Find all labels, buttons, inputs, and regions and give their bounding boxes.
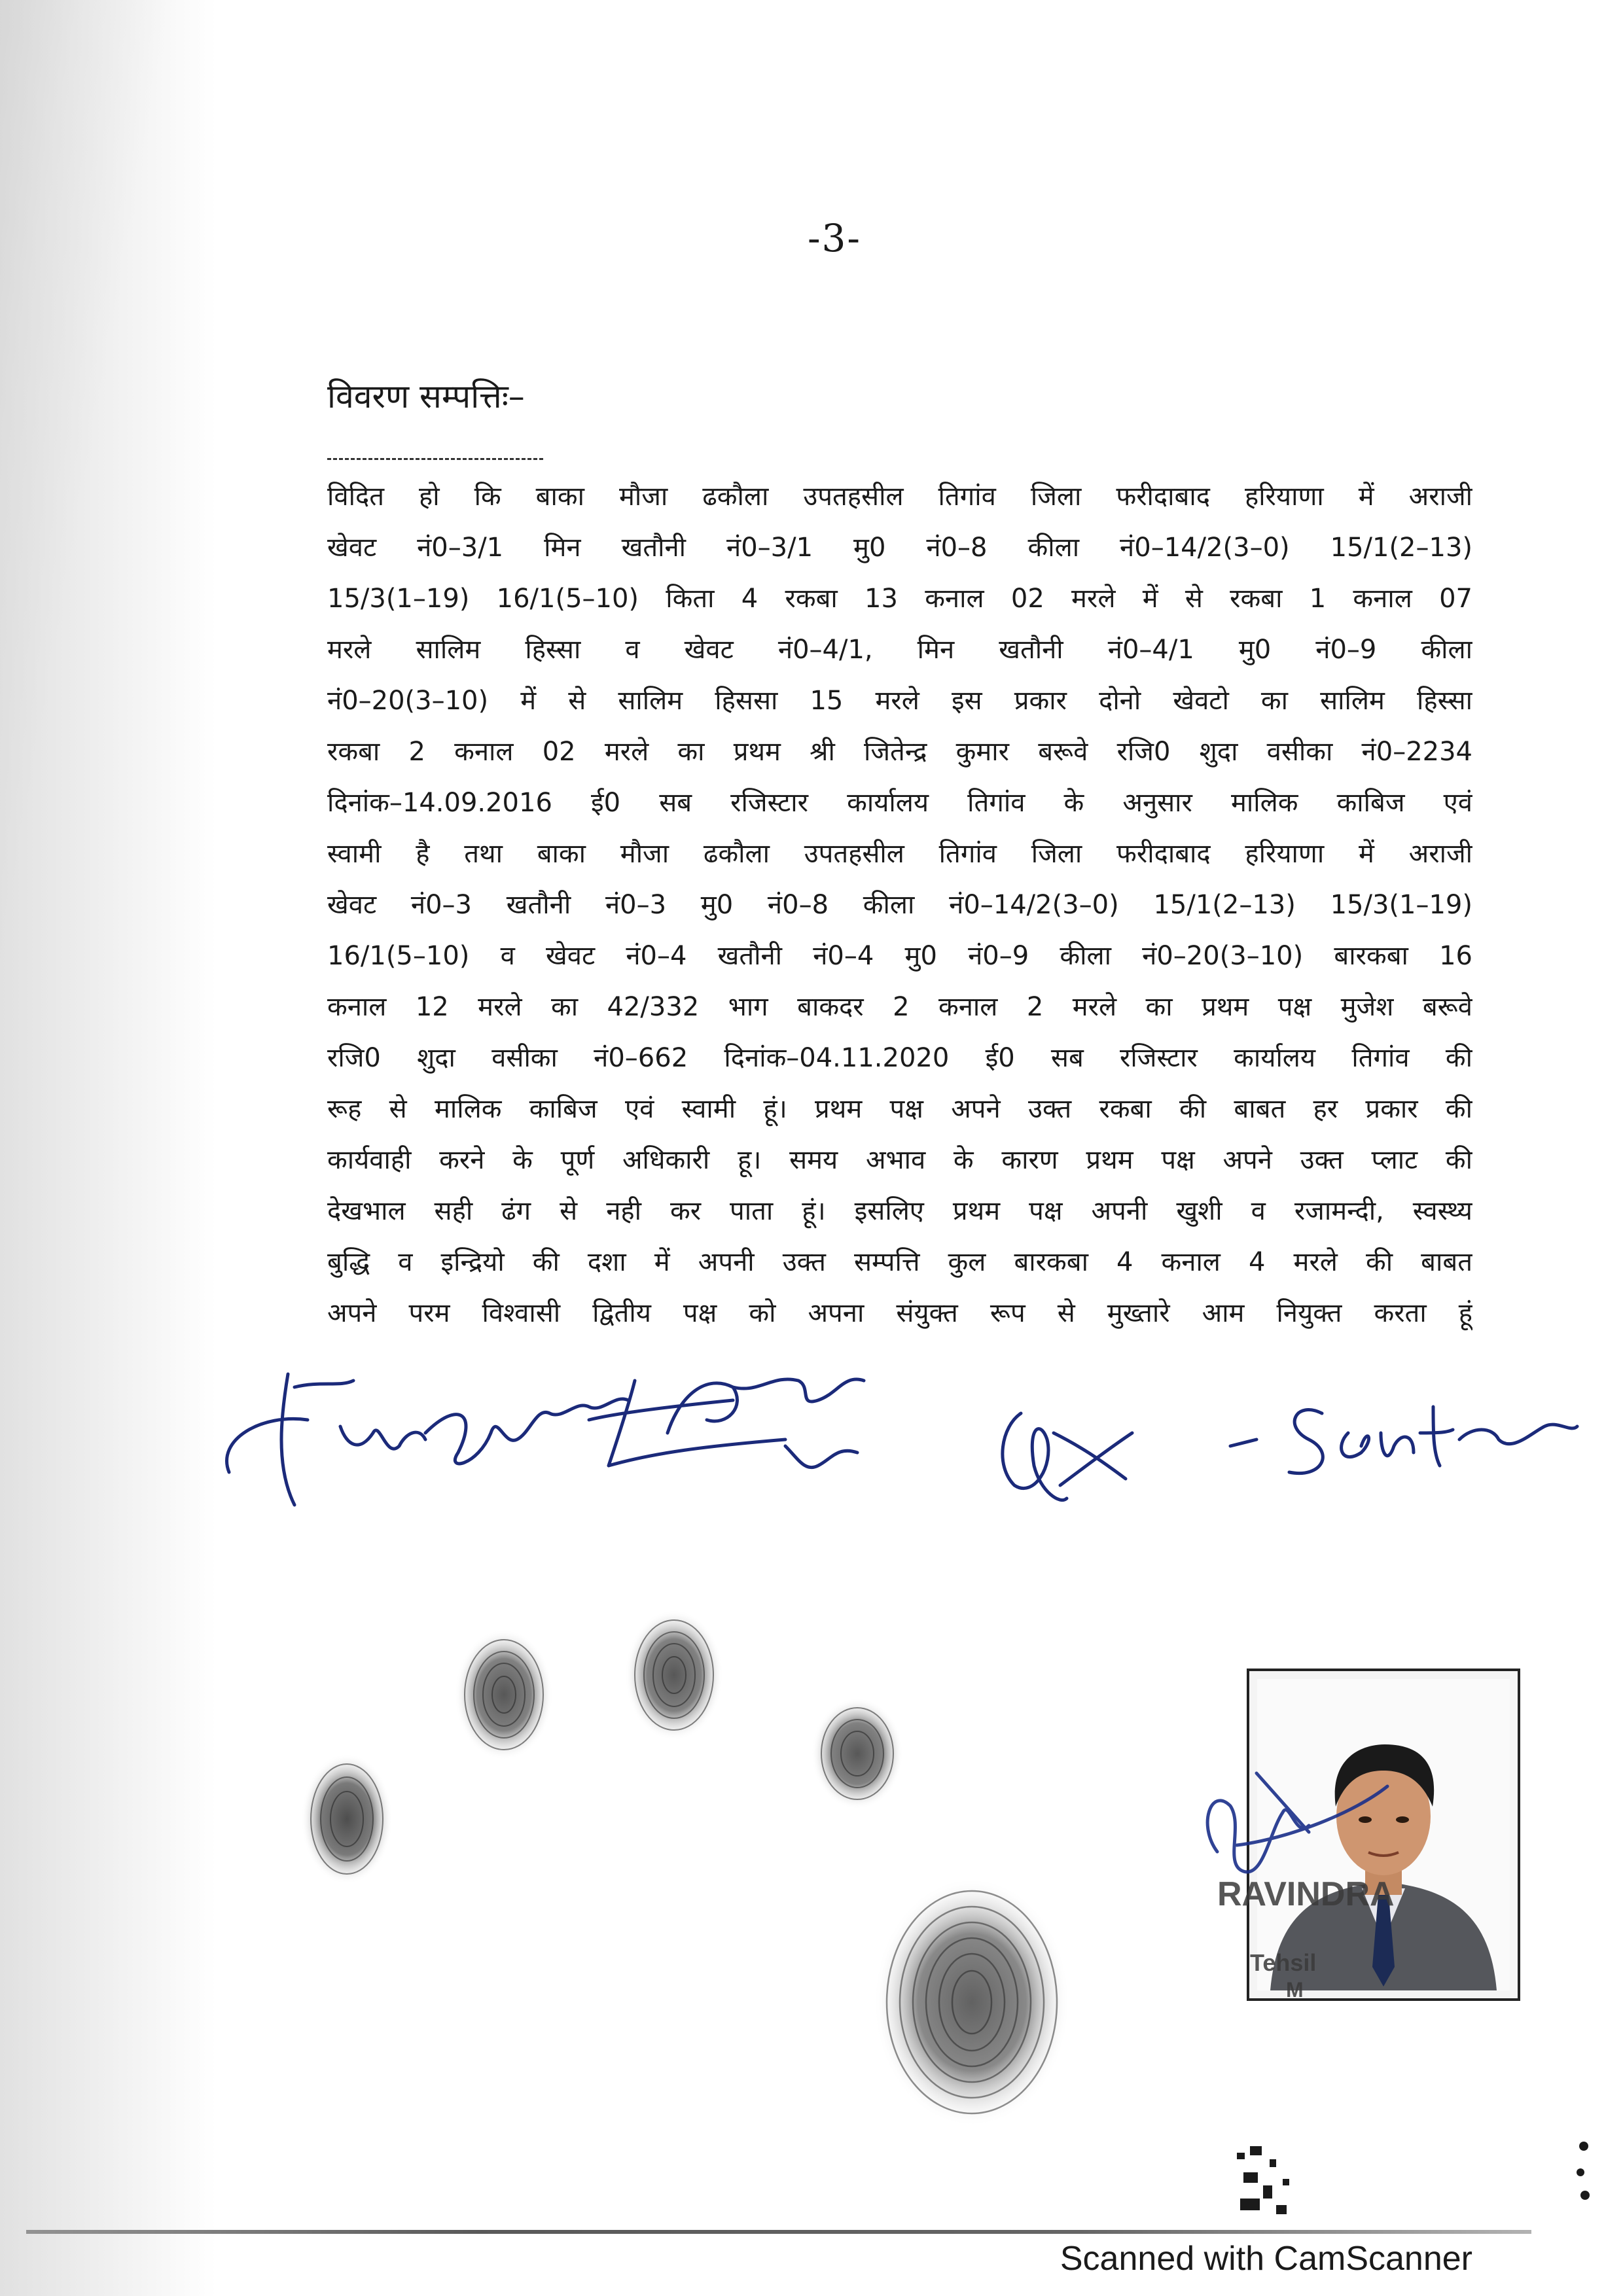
body-line: दिनांक–14.09.2016 ई0 सब रजिस्टार कार्यालय तिगांव के अनुसार मालिक काबिज एवं: [327, 788, 1472, 818]
thumb-impressions: [281, 1603, 1132, 2140]
page-fold-shadow: [0, 0, 216, 2296]
stamp-name: RAVINDRA: [1217, 1875, 1395, 1913]
fingerprint-4: [301, 1754, 393, 1884]
body-line: स्वामी है तथा बाका मौजा ढकौला उपतहसील तिगांव जिला फरीदाबाद हरियाणा में अराजी: [327, 839, 1472, 869]
body-line: देखभाल सही ढंग से नही कर पाता हूं। इसलिए प्रथम पक्ष अपनी खुशी व रजामन्दी, स्वस्थ्य: [327, 1196, 1472, 1226]
signature-2: [589, 1379, 864, 1468]
body-line: रूह से मालिक काबिज एवं स्वामी हूं। प्रथम पक्ष अपने उक्त रकबा की बाबत हर प्रकार की: [327, 1094, 1472, 1124]
body-line: 15/3(1–19) 16/1(5–10) किता 4 रकबा 13 कनाल 02 मरले में से रकबा 1 कनाल 07: [327, 584, 1472, 614]
body-line: कार्यवाही करने के पूर्ण अधिकारी हू। समय अभाव के कारण प्रथम पक्ष अपने उक्त प्लाट की: [327, 1145, 1472, 1175]
signature-4: [1289, 1407, 1577, 1474]
fingerprint-2: [625, 1610, 723, 1740]
fingerprint-5: [874, 1878, 1070, 2127]
page-bottom-edge: [26, 2230, 1531, 2234]
page-number: -3-: [807, 216, 862, 260]
tehsil-stamp: [1171, 1734, 1564, 2100]
body-line: रकबा 2 कनाल 02 मरले का प्रथम श्री जितेन्द्र कुमार बरूवे रजि0 शुदा वसीका नं0–2234: [327, 737, 1472, 767]
signature-1: [227, 1374, 628, 1505]
stamp-suffix: M: [1286, 1978, 1304, 2002]
signatures-drawing: [209, 1335, 1616, 1531]
section-heading: विवरण सम्पत्तिः–: [327, 378, 525, 415]
body-line: विदित हो कि बाका मौजा ढकौला उपतहसील तिगांव जिला फरीदाबाद हरियाणा में अराजी: [327, 482, 1472, 512]
body-line: बुद्धि व इन्द्रियो की दशा में अपनी उक्त सम्पत्ति कुल बारकबा 4 कनाल 4 मरले की बाबत: [327, 1247, 1472, 1277]
body-line: 16/1(5–10) व खेवट नं0–4 खतौनी नं0–4 मु0 नं0–9 कीला नं0–20(3–10) बारकबा 16: [327, 941, 1472, 971]
fingerprint-3: [812, 1698, 903, 1809]
property-description: [327, 471, 1472, 1339]
body-line: खेवट नं0–3/1 मिन खतौनी नं0–3/1 मु0 नं0–8 कीला नं0–14/2(3–0) 15/1(2–13): [327, 533, 1472, 563]
heading-underline: [327, 458, 543, 460]
body-line: अपने परम विश्वासी द्वितीय पक्ष को अपना संयुक्त रूप से मुख्तारे आम नियुक्त करता हूं: [327, 1298, 1472, 1328]
fingerprint-1: [455, 1629, 553, 1760]
body-line: खेवट नं0–3 खतौनी नं0–3 मु0 नं0–8 कीला नं0–14/2(3–0) 15/1(2–13) 15/3(1–19): [327, 890, 1472, 920]
body-line: कनाल 12 मरले का 42/332 भाग बाकदर 2 कनाल 2 मरले का प्रथम पक्ष मुजेश बरूवे: [327, 992, 1472, 1022]
scanner-watermark: Scanned with CamScanner: [1060, 2240, 1472, 2278]
ink-smudge: [1224, 2133, 1322, 2225]
body-line: मरले सालिम हिस्सा व खेवट नं0–4/1, मिन खतौनी नं0–4/1 मु0 नं0–9 कीला: [327, 635, 1472, 665]
body-line: नं0–20(3–10) में से सालिम हिससा 15 मरले इस प्रकार दोनो खेवटो का सालिम हिस्सा: [327, 686, 1472, 716]
body-line: रजि0 शुदा वसीका नं0–662 दिनांक–04.11.2020 ई0 सब रजिस्टार कार्यालय तिगांव की: [327, 1043, 1472, 1073]
stamp-tehsil: Tehsil: [1250, 1949, 1317, 1976]
signature-3: [1003, 1413, 1132, 1500]
signature-row: [209, 1335, 1616, 1531]
ink-dots: [1564, 2133, 1603, 2212]
signature-dash: [1230, 1439, 1257, 1446]
